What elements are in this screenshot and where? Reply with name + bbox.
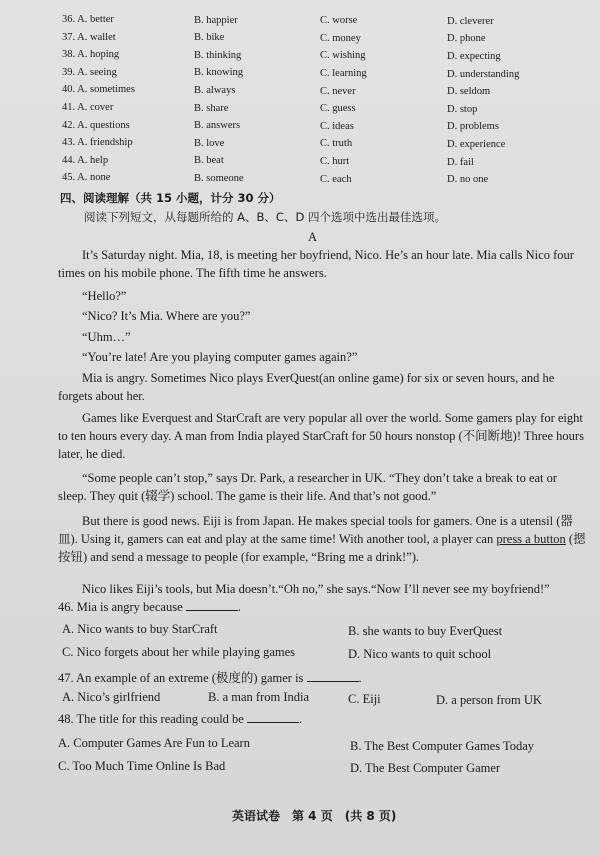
cloze-36-option-a[interactable]: 36. A. better <box>62 14 114 25</box>
cloze-41-option-d[interactable]: D. stop <box>447 103 478 115</box>
cloze-40-option-a[interactable]: 40. A. sometimes <box>62 84 135 96</box>
question-48-option-d[interactable]: D. The Best Computer Gamer <box>350 761 501 775</box>
question-48-stem: 48. The title for this reading could be . <box>58 712 303 726</box>
cloze-37-option-d[interactable]: D. phone <box>447 33 486 45</box>
question-47-option-b[interactable]: B. a man from India <box>208 690 310 704</box>
answer-blank[interactable] <box>186 600 238 611</box>
cloze-39-option-c[interactable]: C. learning <box>320 68 367 79</box>
cloze-38-option-c[interactable]: C. wishing <box>320 50 366 62</box>
cloze-45-option-a[interactable]: 45. A. none <box>62 172 111 184</box>
passage-paragraph: Mia is angry. Sometimes Nico plays EverQuest(an online game) for six or seven hours, and he forgets about her. <box>58 371 555 403</box>
cloze-39-option-a[interactable]: 39. A. seeing <box>62 66 117 78</box>
cloze-39-option-d[interactable]: D. understanding <box>447 68 520 80</box>
cloze-37-option-c[interactable]: C. money <box>320 32 361 44</box>
cloze-44-option-a[interactable]: 44. A. help <box>62 154 109 166</box>
passage-text: But there is good news. Eiji is from Japan. He makes special tools for gamers. One is a utensil (器皿). Using it, gamers can eat and play at the same time! With another tool, a player can <box>58 514 573 546</box>
page-footer: 英语试卷 第 4 页 (共 8 页) <box>232 809 397 823</box>
cloze-39-option-b[interactable]: B. knowing <box>194 67 244 79</box>
passage-dialogue: “Nico? It’s Mia. Where are you?” <box>82 309 251 323</box>
answer-blank[interactable] <box>247 712 299 723</box>
cloze-40-option-d[interactable]: D. seldom <box>447 86 491 98</box>
question-46-option-a[interactable]: A. Nico wants to buy StarCraft <box>62 622 218 636</box>
cloze-40-option-c[interactable]: C. never <box>320 85 356 97</box>
passage-dialogue: “You’re late! Are you playing computer games again?” <box>82 350 358 364</box>
cloze-42-option-a[interactable]: 42. A. questions <box>62 119 130 131</box>
cloze-41-option-b[interactable]: B. share <box>194 102 229 114</box>
cloze-44-option-b[interactable]: B. beat <box>194 155 224 167</box>
passage-paragraph: “Some people can’t stop,” says Dr. Park, a researcher in UK. “They don’t take a break to eat or sleep. They quit (辍学) school. The game is their life. And that’s not good.” <box>58 471 558 503</box>
question-47-option-a[interactable]: A. Nico’s girlfriend <box>62 690 161 704</box>
cloze-38-option-a[interactable]: 38. A. hoping <box>62 49 120 61</box>
cloze-44-option-d[interactable]: D. fail <box>447 156 474 168</box>
underlined-phrase: press a button <box>496 532 566 546</box>
cloze-45-option-b[interactable]: B. someone <box>194 173 244 184</box>
passage-paragraph: It’s Saturday night. Mia, 18, is meeting her boyfriend, Nico. He’s an hour late. Mia calls Nico four times on his mobile phone. The fifth time he answers. <box>58 248 574 280</box>
cloze-44-option-c[interactable]: C. hurt <box>320 156 350 167</box>
cloze-36-option-c[interactable]: C. worse <box>320 15 358 27</box>
cloze-42-option-d[interactable]: D. problems <box>447 121 499 133</box>
question-46-option-d[interactable]: D. Nico wants to quit school <box>348 647 492 661</box>
passage-paragraph <box>58 512 588 566</box>
cloze-43-option-b[interactable]: B. love <box>194 137 225 149</box>
cloze-45-option-d[interactable]: D. no one <box>447 174 489 186</box>
cloze-43-option-d[interactable]: D. experience <box>447 139 506 150</box>
passage-dialogue: “Hello?” <box>82 289 127 303</box>
question-48-option-b[interactable]: B. The Best Computer Games Today <box>350 739 535 753</box>
cloze-42-option-c[interactable]: C. ideas <box>320 120 354 132</box>
question-47-stem: 47. An example of an extreme (极度的) gamer is . <box>58 671 362 685</box>
cloze-38-option-d[interactable]: D. expecting <box>447 51 501 62</box>
answer-blank[interactable] <box>307 671 359 682</box>
section-instruction: 阅读下列短文，从每题所给的 A、B、C、D 四个选项中选出最佳选项。 <box>84 210 446 224</box>
cloze-42-option-b[interactable]: B. answers <box>194 120 241 132</box>
passage-paragraph: Games like Everquest and StarCraft are very popular all over the world. Some gamers play for eight to ten hours every day. A man from India played StarCraft for 50 hours nonstop (不间断地)! Three hours later, he died. <box>58 411 584 461</box>
section-title: 四、阅读理解（共 15 小题，计分 30 分） <box>60 191 281 205</box>
question-46-stem: 46. Mia is angry because . <box>58 600 241 614</box>
question-48-option-c[interactable]: C. Too Much Time Online Is Bad <box>58 759 226 773</box>
cloze-38-option-b[interactable]: B. thinking <box>194 49 242 61</box>
passage-dialogue: “Uhm…” <box>82 330 131 344</box>
passage-paragraph: Nico likes Eiji’s tools, but Mia doesn’t.“Oh no,” she says.“Now I’ll never see my boyfriend!” <box>82 582 550 596</box>
cloze-45-option-c[interactable]: C. each <box>320 173 352 185</box>
cloze-43-option-a[interactable]: 43. A. friendship <box>62 137 133 149</box>
passage-label: A <box>308 230 318 244</box>
question-47-option-c[interactable]: C. Eiji <box>348 692 381 706</box>
cloze-36-option-d[interactable]: D. cleverer <box>447 15 494 27</box>
passage-text: (摁按钮) and send a message to people (for example, “Bring me a drink!”). <box>58 532 586 564</box>
question-48-option-a[interactable]: A. Computer Games Are Fun to Learn <box>58 736 250 750</box>
cloze-41-option-c[interactable]: C. guess <box>320 103 356 115</box>
cloze-41-option-a[interactable]: 41. A. cover <box>62 102 114 113</box>
cloze-43-option-c[interactable]: C. truth <box>320 138 353 150</box>
cloze-37-option-b[interactable]: B. bike <box>194 32 225 44</box>
cloze-37-option-a[interactable]: 37. A. wallet <box>62 31 116 43</box>
question-46-option-c[interactable]: C. Nico forgets about her while playing games <box>62 645 296 659</box>
question-47-option-d[interactable]: D. a person from UK <box>436 693 542 707</box>
cloze-36-option-b[interactable]: B. happier <box>194 14 238 26</box>
question-46-option-b[interactable]: B. she wants to buy EverQuest <box>348 624 503 638</box>
cloze-40-option-b[interactable]: B. always <box>194 85 236 96</box>
